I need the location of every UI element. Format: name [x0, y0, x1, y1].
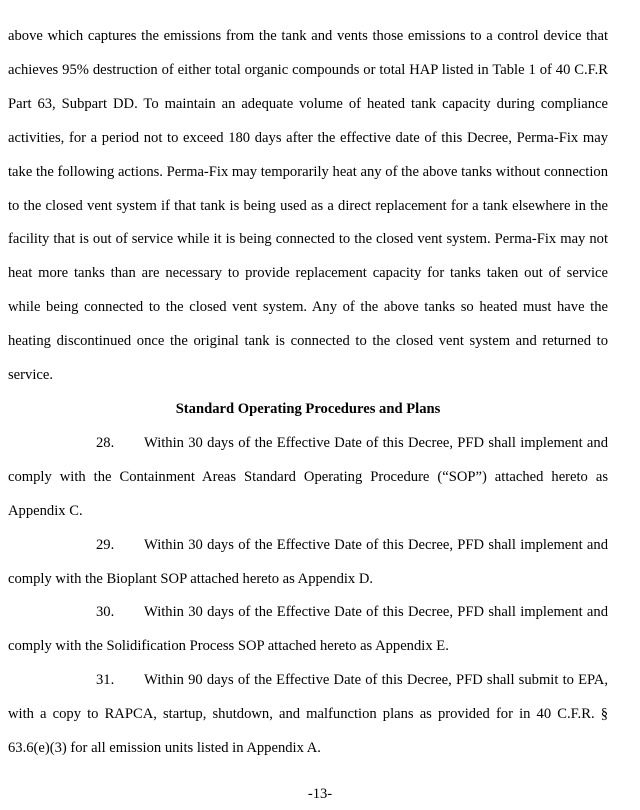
paragraph-number: 30.: [96, 604, 115, 621]
paragraph-number: 31.: [96, 672, 115, 689]
paragraph-number: 28.: [96, 434, 115, 451]
continuation-paragraph: above which captures the emissions from the tank and vents those emissions to a control device that achieves 95% destruction of either total organic compounds or total HAP listed in Table 1 of 40 C.F.R Part 63, Subpart DD. To maintain an adequate volume of heated tank capacity during compliance activities, for a period not to exceed 180 days after the effective date of this Decree, Perma-Fix may take the following actions. Perma-Fix may temporarily heat any of the above tanks without connection to the closed vent system if that tank is being used as a direct replacement for a tank elsewhere in the facility that is out of service while it is being connected to the closed vent system. Perma-Fix may not heat more tanks than are necessary to provide replacement capacity for tanks taken out of service while being connected to the closed vent system. Any of the above tanks so heated must have the heating discontinued once the original tank is connected to the closed vent system and returned to service.: [8, 28, 608, 384]
paragraph-28: [8, 427, 608, 529]
paragraph-text: Within 90 days of the Effective Date of this Decree, PFD shall submit to EPA, with a copy to RAPCA, startup, shutdown, and malfunction plans as provided for in 40 C.F.R. § 63.6(e)(3) for all emission units listed in Appendix A.: [8, 672, 608, 757]
paragraph-text: Within 30 days of the Effective Date of this Decree, PFD shall implement and comply with the Bioplant SOP attached hereto as Appendix D.: [8, 536, 608, 587]
paragraph-29: [8, 529, 608, 597]
paragraph-text: Within 30 days of the Effective Date of this Decree, PFD shall implement and comply with the Solidification Process SOP attached hereto as Appendix E.: [8, 604, 608, 655]
section-heading: Standard Operating Procedures and Plans: [175, 400, 441, 417]
document-page: [8, 20, 608, 766]
page-number: -13-: [307, 786, 333, 802]
paragraph-30: [8, 596, 608, 664]
paragraph-31: [8, 664, 608, 766]
paragraph-text: Within 30 days of the Effective Date of this Decree, PFD shall implement and comply with the Containment Areas Standard Operating Procedure (“SOP”) attached hereto as Appendix C.: [8, 434, 608, 519]
paragraph-number: 29.: [96, 536, 115, 553]
